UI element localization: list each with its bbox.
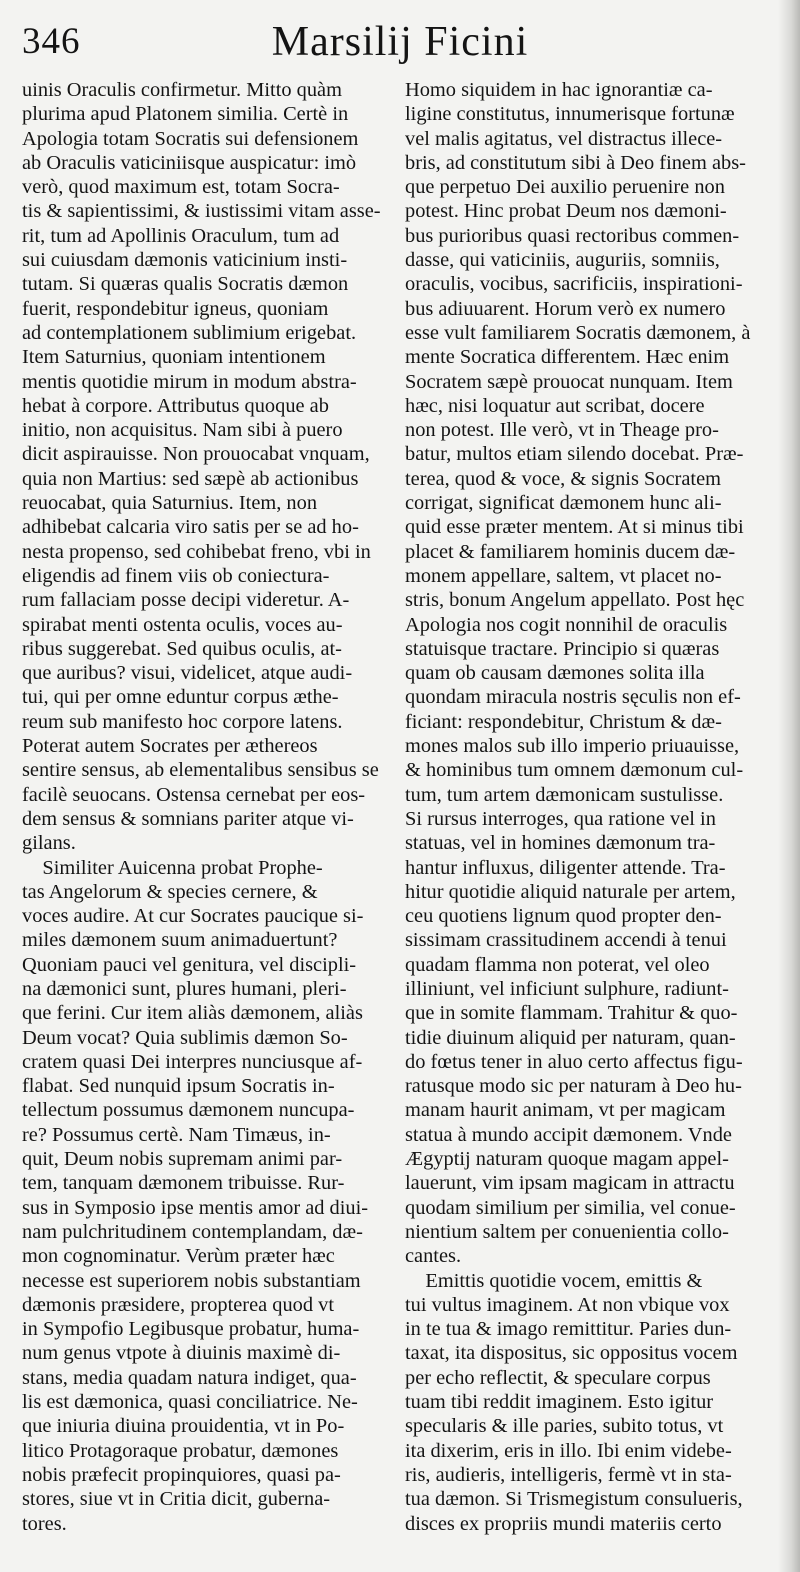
text-line: Socratem sæpè prouocat nunquam. Item [405,370,733,393]
text-line: necesse est superiorem nobis substantiam [22,1269,361,1292]
left-text-column [22,78,392,1536]
text-line: tui, qui per omne eduntur corpus æthe- [22,686,339,709]
text-line: specularis & ille paries, subito totus, vt [405,1415,724,1438]
text-line: stans, media quadam natura indiget, qua- [22,1366,357,1389]
text-line: & hominibus tum omnem dæmonum cul- [405,759,744,782]
text-line: ad contemplationem sublimium erigebat. [22,321,357,344]
text-line: ligine constitutus, innumerisque fortunæ [405,103,735,126]
text-line: tui vultus imaginem. At non vbique vox [405,1293,730,1316]
text-line: sissimam crassitudinem accendi à tenui [405,929,727,952]
text-line: facilè seuocans. Ostensa cernebat per eos- [22,783,366,806]
text-line: monem appellare, saltem, vt placet no- [405,564,722,587]
text-line: Item Saturnius, quoniam intentionem [22,346,326,369]
text-line: in te tua & imago remittitur. Paries dun- [405,1318,732,1341]
text-line: dicit aspirauisse. Non prouocabat vnquam, [22,443,370,466]
text-line: statuas, vel in homines dæmonum tra- [405,832,716,855]
text-line: uinis Oraculis confirmetur. Mitto quàm [22,79,342,101]
text-line: ceu quotiens lignum quod propter den- [405,905,722,928]
text-line: miles dæmonem suum animaduertunt? [22,929,338,952]
text-line: nam pulchritudinem contemplandam, dæ- [22,1220,363,1243]
text-line: que in somite flammam. Trahitur & quo- [405,1002,738,1025]
text-line: taxat, ita dispositus, sic oppositus vocem [405,1342,738,1365]
text-line: mon cognominatur. Verùm præter hæc [22,1245,335,1268]
text-line: sus in Symposio ipse mentis amor ad diui- [22,1196,369,1219]
text-line: verò, quod maximum est, totam Socra- [22,176,340,199]
text-line: rum fallaciam posse decipi videretur. A- [22,589,350,612]
text-line: que ferini. Cur item aliàs dæmonem, aliàs [22,1002,363,1025]
text-line: tem, tanquam dæmonem tribuisse. Rur- [22,1172,345,1195]
text-line: Ægyptij naturam quoque magam appel- [405,1148,729,1171]
text-line: quam ob causam dæmones solita illa [405,662,705,685]
text-line: quadam flamma non poterat, vel oleo [405,953,710,976]
text-line: gilans. [22,832,76,855]
text-line: per echo reflectit, & speculare corpus [405,1366,711,1389]
text-line: bris, ad constitutum sibi à Deo finem abs- [405,151,746,174]
text-line: Emittis quotidie vocem, emittis & [405,1269,703,1292]
text-line: stris, bonum Angelum appellato. Post hęc [405,589,745,612]
text-line: nientium saltem per conuenientia collo- [405,1220,729,1243]
text-line: mentis quotidie mirum in modum abstra- [22,370,357,393]
text-line: sentire sensus, ab elementalibus sensibus se [22,759,379,782]
text-line: nesta propenso, sed cohibebat freno, vbi in [22,540,371,563]
text-line: adhibebat calcaria viro satis per se ad ho- [22,516,359,539]
text-line: tuam tibi reddit imaginem. Esto igitur [405,1391,714,1414]
text-line: statua à mundo accipit dæmonem. Vnde [405,1123,732,1146]
text-line: in Sympofio Legibusque probatur, huma- [22,1318,360,1341]
text-line: manam haurit animam, vt per magicam [405,1099,726,1122]
text-line: illiniunt, vel inficiunt sulphure, radiunt- [405,977,729,1000]
text-line: tidie diuinum aliquid per naturam, quan- [405,1026,736,1049]
text-line: ficiant: respondebitur, Christum & dæ- [405,710,722,733]
running-title: Marsilij Ficini [271,19,529,65]
text-line: quia non Martius: sed sæpè ab actionibus [22,467,359,490]
text-line: corrigat, significat dæmonem hunc ali- [405,492,722,515]
text-line: Quoniam pauci vel genitura, vel discipli- [22,953,357,976]
text-line: que perpetuo Dei auxilio peruenire non [405,176,725,199]
text-line: hæc, nisi loquatur aut scribat, docere [405,394,705,417]
text-line: Apologia nos cogit nonnihil de oraculis [405,613,728,636]
text-line: non potest. Ille verò, vt in Theage pro- [405,419,719,442]
text-line: bus purioribus quasi rectoribus commen- [405,224,740,247]
text-line: tellectum possumus dæmonem nuncupa- [22,1099,355,1122]
text-line: tum, tum artem dæmonicam sustulisse. [405,783,724,806]
text-line: Si rursus interroges, qua ratione vel in [405,807,716,830]
text-line: stores, siue vt in Critia dicit, guberna- [22,1488,331,1511]
text-line: ribus suggerebat. Sed quibus oculis, at- [22,637,342,660]
page-number: 346 [22,21,81,62]
text-line: num genus vtpote à diuinis maximè di- [22,1342,341,1365]
text-line: quid esse præter mentem. At si minus tibi [405,516,744,539]
text-line: batur, multos etiam silendo docebat. Præ- [405,443,744,466]
text-line: cratem quasi Dei interpres nunciusque af- [22,1050,363,1073]
text-line: Homo siquidem in hac ignorantiæ ca- [405,79,713,101]
text-line: bus adiuuarent. Horum verò ex numero [405,297,726,320]
text-line: tis & sapientissimi, & iustissimi vitam asse- [22,200,381,223]
text-line: hebat à corpore. Attributus quoque ab [22,394,329,417]
text-line: ris, audieris, intelligeris, fermè vt in sta- [405,1463,732,1486]
right-text-column [405,78,767,1536]
text-line: cantes. [405,1245,462,1268]
text-line: potest. Hinc probat Deum nos dæmoni- [405,200,727,223]
text-line: hantur influxus, diligenter attende. Tra- [405,856,726,879]
text-line: flabat. Sed nunquid ipsum Socratis in- [22,1075,335,1098]
text-line: hitur quotidie aliquid naturale per artem, [405,880,736,903]
text-line: initio, non acquisitus. Nam sibi à puero [22,419,343,442]
text-line: dem sensus & somnians pariter atque vi- [22,807,354,830]
text-line: statuisque tractare. Principio si quæras [405,637,720,660]
text-line: tas Angelorum & species cernere, & [22,880,318,903]
text-line: Similiter Auicenna probat Prophe- [22,856,323,879]
text-line: que auribus? visui, videlicet, atque audi- [22,662,353,685]
text-line: tua dæmon. Si Trismegistum consulueris, [405,1488,743,1511]
text-line: tutam. Si quæras qualis Socratis dæmon [22,273,349,296]
text-line: eligendis ad finem viis ob coniectura- [22,564,330,587]
text-line: nobis præfecit propinquiores, quasi pa- [22,1463,341,1486]
text-line: lauerunt, vim ipsam magicam in attractu [405,1172,735,1195]
text-line: disces ex propriis mundi materiis certo [405,1512,722,1535]
text-line: rit, tum ad Apollinis Oraculum, tum ad [22,224,340,247]
text-line: plurima apud Platonem similia. Certè in [22,103,349,126]
text-line: reuocabat, quia Saturnius. Item, non [22,492,318,515]
text-line: quondam miracula nostris sęculis non ef- [405,686,741,709]
text-line: vel malis agitatus, vel distractus illece- [405,127,723,150]
text-line: terea, quod & voce, & signis Socratem [405,467,721,490]
text-line: litico Protagoraque probatur, dæmones [22,1439,339,1462]
text-line: ab Oraculis vaticiniisque auspicatur: imò [22,151,357,174]
column-gutter [395,78,396,1538]
text-line: placet & familiarem hominis ducem dæ- [405,540,736,563]
text-line: sui cuiusdam dæmonis vaticinium insti- [22,249,348,272]
text-line: quit, Deum nobis supremam animi par- [22,1148,343,1171]
text-line: esse vult familiarem Socratis dæmonem, à [405,321,751,344]
text-line: spirabat menti ostenta oculis, voces au- [22,613,343,636]
text-line: lis est dæmonica, quasi conciliatrice. Ne- [22,1391,358,1414]
text-line: ita dixerim, eris in illo. Ibi enim videbe- [405,1439,732,1462]
text-line: tores. [22,1512,67,1535]
text-line: fuerit, respondebitur igneus, quoniam [22,297,329,320]
text-line: ratusque modo sic per naturam à Deo hu- [405,1075,742,1098]
text-line: dasse, qui vaticiniis, auguriis, somniis, [405,249,720,272]
text-line: re? Possumus certè. Nam Timæus, in- [22,1123,331,1146]
text-line: reum sub manifesto hoc corpore latens. [22,710,343,733]
text-line: do fœtus tener in aluo certo affectus figu- [405,1050,743,1073]
text-line: mones malos sub illo imperio priuauisse, [405,735,740,758]
text-line: mente Socratica differentem. Hæc enim [405,346,730,369]
text-line: dæmonis præsidere, propterea quod vt [22,1293,335,1316]
text-line: Deum vocat? Quia sublimis dæmon So- [22,1026,348,1049]
page-edge-shadow [778,0,800,1572]
text-line: Apologia totam Socratis sui defensionem [22,127,359,150]
text-line: quodam similium per similia, vel conue- [405,1196,736,1219]
text-line: Poterat autem Socrates per æthereos [22,735,318,758]
text-line: na dæmonici sunt, plures humani, pleri- [22,977,347,1000]
text-line: que iniuria diuina prouidentia, vt in Po- [22,1415,345,1438]
text-line: voces audire. At cur Socrates paucique si- [22,905,364,928]
text-line: oraculis, vocibus, sacrificiis, inspirationi- [405,273,743,296]
